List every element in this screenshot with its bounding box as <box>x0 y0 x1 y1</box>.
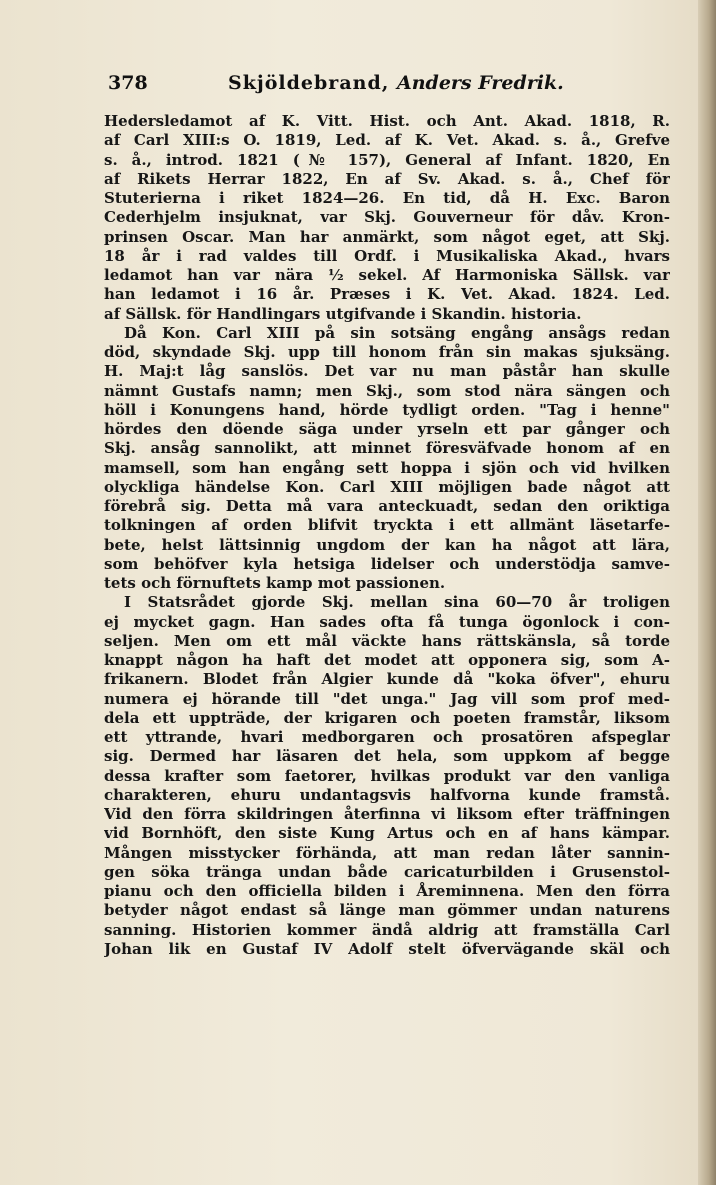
text-line: tolkningen af orden blifvit tryckta i ett allmänt läsetarfe- <box>104 516 670 535</box>
text-line: höll i Konungens hand, hörde tydligt orden. "Tag i henne" <box>104 400 670 419</box>
text-line: ledamot han var nära ½ sekel. Af Harmoniska Sällsk. var <box>104 266 670 284</box>
text-line: prinsen Oscar. Man har anmärkt, som något eget, att Skj. <box>104 227 670 246</box>
running-title <box>228 72 564 94</box>
text-line: knappt någon ha haft det modet att opponera sig, som A- <box>104 651 670 669</box>
text-line: dessa krafter som faetorer, hvilkas produkt var den vanliga <box>104 766 670 785</box>
text-line: Stuterierna i riket 1824—26. En tid, då H. Exc. Baron <box>104 189 670 207</box>
text-line: mamsell, som han engång sett hoppa i sjön och vid hvilken <box>104 458 670 477</box>
running-title-surname: Skjöldebrand, <box>228 72 390 94</box>
text-line: af Carl XIII:s O. 1819, Led. af K. Vet. Akad. s. å., Grefve <box>104 131 670 150</box>
text-line: pianu och den officiella bilden i Åreminnena. Men den förra <box>104 882 670 900</box>
text-line: ett yttrande, hvari medborgaren och prosatören afspeglar <box>104 728 670 746</box>
text-line: betyder något endast så länge man gömmer undan naturens <box>104 901 670 920</box>
text-line: sig. Dermed har läsaren det hela, som uppkom af begge <box>104 747 670 766</box>
text-line: Mången misstycker förhända, att man redan låter sannin- <box>104 843 670 862</box>
text-line: gen söka tränga undan både caricaturbilden i Grusenstol- <box>104 862 670 881</box>
text-line: seljen. Men om ett mål väckte hans rättskänsla, så torde <box>104 631 670 650</box>
text-line: af Sällsk. för Handlingars utgifvande i Skandin. historia. <box>104 304 582 323</box>
text-line: numera ej hörande till "det unga." Jag vill som prof med- <box>104 689 670 708</box>
text-line: ej mycket gagn. Han sades ofta få tunga ögonlock i con- <box>104 612 670 631</box>
text-line: hördes den döende säga under yrseln ett par gånger och <box>104 420 670 438</box>
text-line: som behöfver kyla hetsiga lidelser och understödja samve- <box>104 554 670 573</box>
text-line: bete, helst lättsinnig ungdom der kan ha något att lära, <box>104 535 670 554</box>
text-line: Cederhjelm insjuknat, var Skj. Gouverneur för dåv. Kron- <box>104 208 670 227</box>
text-line: I Statsrådet gjorde Skj. mellan sina 60—70 år troligen <box>124 593 670 612</box>
page-number: 378 <box>108 72 148 94</box>
text-line: vid Bornhöft, den siste Kung Artus och en af hans kämpar. <box>104 824 670 843</box>
body-text <box>104 112 670 959</box>
text-line: sanning. Historien kommer ändå aldrig att framställa Carl <box>104 920 670 939</box>
text-line: H. Maj:t låg sanslös. Det var nu man påstår han skulle <box>104 362 670 381</box>
text-line: Skj. ansåg sannolikt, att minnet föresväfvade honom af en <box>104 439 670 458</box>
text-line: Då Kon. Carl XIII på sin sotsäng engång ansågs redan <box>124 323 670 342</box>
page-header <box>108 72 668 102</box>
page-edge-shadow <box>698 0 716 1185</box>
text-line: förebrå sig. Detta må vara anteckuadt, sedan den oriktiga <box>104 497 670 515</box>
text-line: tets och förnuftets kamp mot passionen. <box>104 574 446 592</box>
text-line: 18 år i rad valdes till Ordf. i Musikaliska Akad., hvars <box>104 246 670 265</box>
text-line: Hedersledamot af K. Vitt. Hist. och Ant. Akad. 1818, R. <box>104 112 670 130</box>
text-line: Vid den förra skildringen återfinna vi liksom efter träffningen <box>104 805 670 823</box>
text-line: olyckliga händelse Kon. Carl XIII möjligen bade något att <box>104 477 670 496</box>
text-line: död, skyndade Skj. upp till honom från sin makas sjuksäng. <box>104 343 670 361</box>
text-line: dela ett uppträde, der krigaren och poeten framstår, liksom <box>104 708 670 727</box>
text-line: Johan lik en Gustaf IV Adolf stelt öfvervägande skäl och <box>104 939 670 958</box>
text-line: charakteren, ehuru undantagsvis halfvorna kunde framstå. <box>104 785 670 804</box>
text-line: han ledamot i 16 år. Præses i K. Vet. Akad. 1824. Led. <box>104 285 670 304</box>
running-title-given-names: Anders Fredrik. <box>396 72 564 94</box>
text-line: frikanern. Blodet från Algier kunde då "koka öfver", ehuru <box>104 670 670 689</box>
text-line: s. å., introd. 1821 (№ 157), General af Infant. 1820, En <box>104 150 670 169</box>
text-line: af Rikets Herrar 1822, En af Sv. Akad. s. å., Chef för <box>104 169 670 188</box>
text-line: nämnt Gustafs namn; men Skj., som stod nära sängen och <box>104 381 670 400</box>
